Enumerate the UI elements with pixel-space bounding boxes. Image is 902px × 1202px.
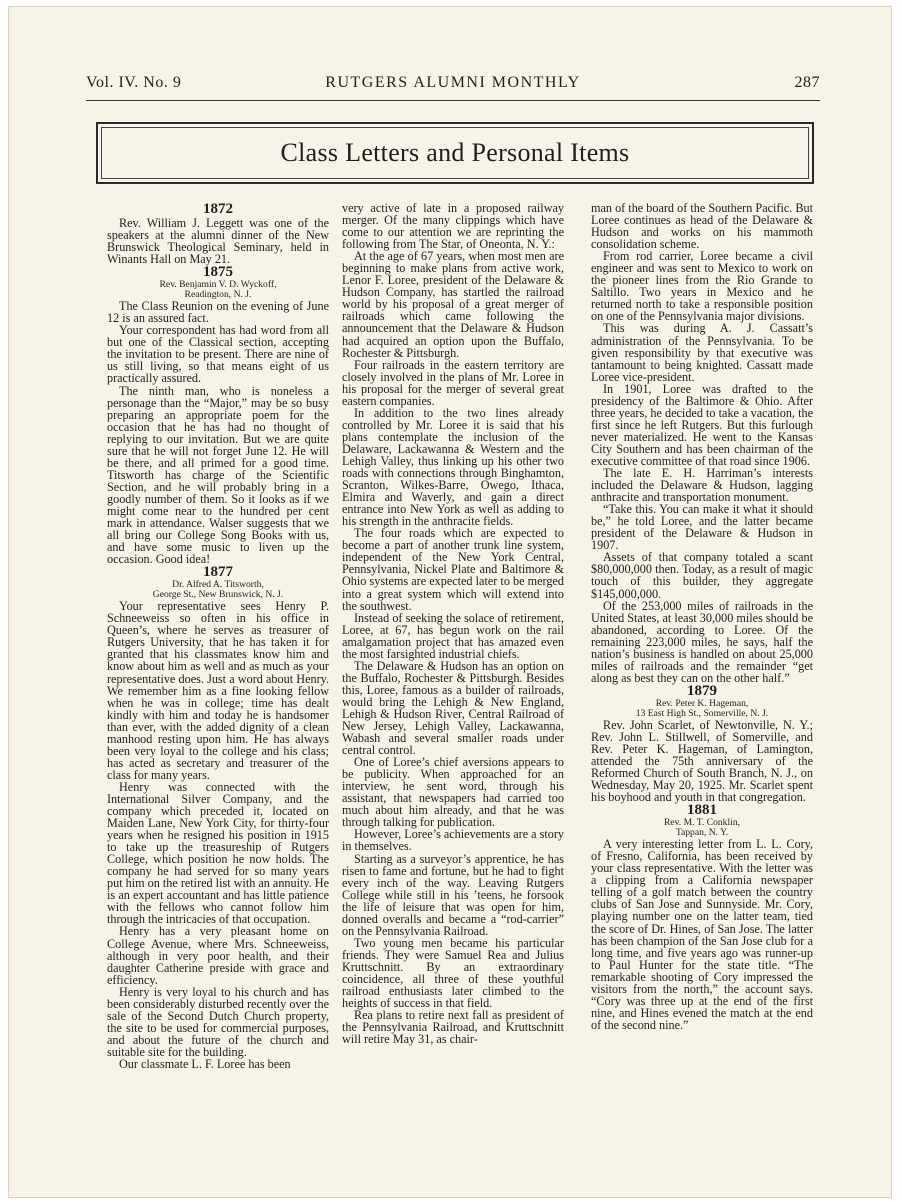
paragraph: In 1901, Loree was drafted to the presidency of the Baltimore & Ohio. After three years, he decided to take a vacation, the first since he left Rutgers. But this furlough never materialized. He went to the Kansas City Southern and has been chairman of the executive committee of that road since 1906. [591,381,813,468]
paragraph: Rev. John Scarlet, of Newtonville, N. Y.; Rev. John L. Stillwell, of Somerville, and Rev. Peter K. Hageman, of Lamington, attended the 75th anniversary of the Reformed Church of South Branch, N. J., on Wednesday, May 20, 1925. Mr. Scarlet spent his boyhood and youth in that congregation. [591,717,813,805]
paragraph: One of Loree’s chief aversions appears to be publicity. When approached for an interview, he sent word, through his assistant, that newspapers had carried too much about him already, and that he was through talking for publication. [342,755,564,830]
header-rule [86,100,820,101]
paragraph: The Delaware & Hudson has an option on the Buffalo, Rochester & Pittsburgh. Besides this, Loree, famous as a builder of railroads, would bring the Lehigh & New England, Lehigh & Hudson River, Central Railroad of New Jersey, Lehigh Valley, Lackawanna, Wabash and several smaller roads under central control. [342,658,564,758]
correspondent-name: Dr. Alfred A. Titsworth, [172,579,264,591]
column-1 [107,202,329,1182]
paragraph: very active of late in a proposed railway merger. Of the many clippings which have come to our attention we are reprinting the following from The Star, of Oneonta, N. Y.: [342,202,564,252]
class-heading-1877: 1877 [203,564,233,581]
class-heading-1881: 1881 [687,802,717,819]
paragraph: However, Loree’s achievements are a story in themselves. [342,827,564,854]
paragraph: Henry was connected with the International Silver Company, and the company which preceded it, located on Maiden Lane, New York City, for thirty-four years when he resigned his position in 1915 to take up the treasureship of Rutgers College, which position he now holds. The company he had served for so many years put him on the retired list with an annuity. He is an expert accountant and has little patience with the fellows who cannot follow him through the intricacies of that occupation. [107,779,329,927]
section-title: Class Letters and Personal Items [280,138,630,167]
paragraph: The Class Reunion on the evening of June 12 is an assured fact. [107,299,329,326]
volume-number: Vol. IV. No. 9 [86,74,182,91]
correspondent-name: Rev. Peter K. Hageman, [655,697,749,709]
paragraph: Rev. William J. Leggett was one of the speakers at the alumni dinner of the New Brunswick Theological Seminary, held in Winants Hall on May 21. [107,216,329,267]
section-title-box [96,122,814,184]
paragraph: Your representative sees Henry P. Schneeweiss so often in his office in Queen’s, where he serves as treasurer of Rutgers University, that he has taken it for granted that his classmates know him and know about him as well and as much as your representative does. Just a word about Henry. We remember him as a fine looking fellow when he was in college; time has dealt kindly with him and today he is handsomer than ever, with the added dignity of a clean manhood resting upon him. He has always been very loyal to the college and his class; has acted as secretary and treasurer of the class for many years. [107,599,329,782]
publication-title: RUTGERS ALUMNI MONTHLY [325,74,581,91]
paragraph: From rod carrier, Loree became a civil engineer and was sent to Mexico to work on the pioneer lines from the Rio Grande to Saltillo. Two years in Mexico and he returned north to take a responsible position on one of the Pennsylvania major divisions. [591,249,813,324]
paragraph: man of the board of the Southern Pacific. But Loree continues as head of the Delaware & Hudson and works on his mammoth consolidation scheme. [591,202,813,252]
paragraph: Henry is very loyal to his church and has been considerably disturbed recently over the sale of the Second Dutch Church property, the site to be used for commercial purposes, and about the future of the church and suitable site for the building. [107,984,329,1059]
paragraph: The late E. H. Harriman’s interests included the Delaware & Hudson, lagging anthracite and transportation monument. [591,466,813,505]
column-2 [342,202,564,1182]
paragraph: The four roads which are expected to become a part of another trunk line system, independent of the New York Central, Pennsylvania, Nickel Plate and Baltimore & Ohio systems are expected later to be merged into a great system which will extend into the southwest. [342,526,564,613]
paragraph: Henry has a very pleasant home on College Avenue, where Mrs. Schneeweiss, although in very poor health, and their daughter Catherine preside with grace and efficiency. [107,924,329,987]
class-heading-1879: 1879 [687,682,717,699]
paragraph: “Take this. You can make it what it should be,” he told Loree, and the latter became president of the Delaware & Hudson in 1907. [591,502,813,553]
class-heading-1875: 1875 [203,264,233,281]
correspondent-address: Tappan, N. Y. [675,827,729,839]
correspondent-address: George St., New Brunswick, N. J. [152,589,284,601]
paragraph: Our classmate L. F. Loree has been [119,1057,291,1071]
paragraph: Of the 253,000 miles of railroads in the United States, at least 30,000 miles should be abandoned, according to Loree. Of the remaining 223,000 miles, he says, half the nation’s business is handled on about 25,000 miles of railroads and the remainder “get along as best they can on the other half.” [591,598,813,685]
paragraph: This was during A. J. Cassatt’s administration of the Pennsylvania. To be given responsibility by that executive was tantamount to being knighted. Cassatt made Loree vice-president. [591,321,813,384]
paragraph: Two young men became his particular friends. They were Samuel Rea and Julius Kruttschnitt. By an extraordinary coincidence, all three of these youthful railroad enthusiasts later climbed to the heights of success in that field. [342,935,564,1011]
correspondent-name: Rev. Benjamin V. D. Wyckoff, [159,279,277,291]
paragraph: At the age of 67 years, when most men are beginning to make plans from active work, Lenor F. Loree, president of the Delaware & Hudson Company, has startled the railroad world by his proposal of a great merger of railroads which came following the announcement that the Delaware & Hudson had acquired an option upon the Buffalo, Rochester & Pittsburgh. [342,249,564,360]
page-number: 287 [794,74,820,91]
paragraph: Assets of that company totaled a scant $80,000,000 then. Today, as a result of magic touch of this builder, they aggregate $145,000,000. [591,550,813,601]
paragraph: Rea plans to retire next fall as president of the Pennsylvania Railroad, and Kruttschnitt will retire May 31, as chair- [342,1008,564,1047]
paragraph: Starting as a surveyor’s apprentice, he has risen to fame and fortune, but he had to fight every inch of the way. Leaving Rutgers College while still in his ’teens, he forsook the life of leisure that was open for him, donned overalls and became a “rod-carrier” on the Pennsylvania Railroad. [342,851,564,938]
paragraph: Four railroads in the eastern territory are closely involved in the plans of Mr. Loree in his proposal for the merger of several great eastern companies. [342,357,564,408]
correspondent-address: 13 East High St., Somerville, N. J. [635,707,769,719]
paragraph: The ninth man, who is noneless a personage than the “Major,” may be so busy preparing an appropriate poem for the occasion that he has had no thought of replying to our invitation. But we are quite sure that he will not forget June 12. He will be there, and all primed for a good time. Titsworth has charge of the Scientific Section, and he will probably bring in a goodly number of them. So it looks as if we might come near to the hundred per cent mark in attendance. Walser suggests that we all bring our College Song Books with us, and have some music to liven up the occasion. Good idea! [107,383,329,567]
class-heading-1872: 1872 [203,202,233,217]
paragraph: A very interesting letter from L. L. Cory, of Fresno, California, has been received by your class representative. With the letter was a clipping from a California newspaper telling of a golf match between the country clubs of San Jose and Sunnyside. Mr. Cory, playing number one on the latter team, tied the score of Dr. Hines, of San Jose. The latter has been champion of the San Jose club for a long time, and five years ago was runner-up to Paul Hunter for the state title. “The remarkable shooting of Cory impressed the visitors from the north,” the account says. “Cory was three up at the end of the first nine, and Hines evened the match at the end of the second nine.” [591,837,813,1032]
correspondent-name: Rev. M. T. Conklin, [663,817,741,829]
column-3 [591,202,813,1182]
paragraph: Instead of seeking the solace of retirement, Loree, at 67, has begun work on the rail amalgamation project that has amazed even the most farsighted industrial chiefs. [342,610,564,661]
paragraph: Your correspondent has had word from all but one of the Classical section, accepting the invitation to be present. There are nine of us still living, so that means eight of us practically assured. [107,323,329,386]
running-head [86,68,820,96]
paragraph: In addition to the two lines already controlled by Mr. Loree it is said that his plans contemplate the inclusion of the Delaware, Lackawanna & Western and the Lehigh Valley, thus linking up his other two roads with connections through Binghamton, Scranton, Wilkes-Barre, Owego, Ithaca, Elmira and Waverly, and gain a direct entrance into New York as well as adding to his strength in the anthracite fields. [342,405,564,529]
correspondent-address: Readington, N. J. [184,289,252,301]
